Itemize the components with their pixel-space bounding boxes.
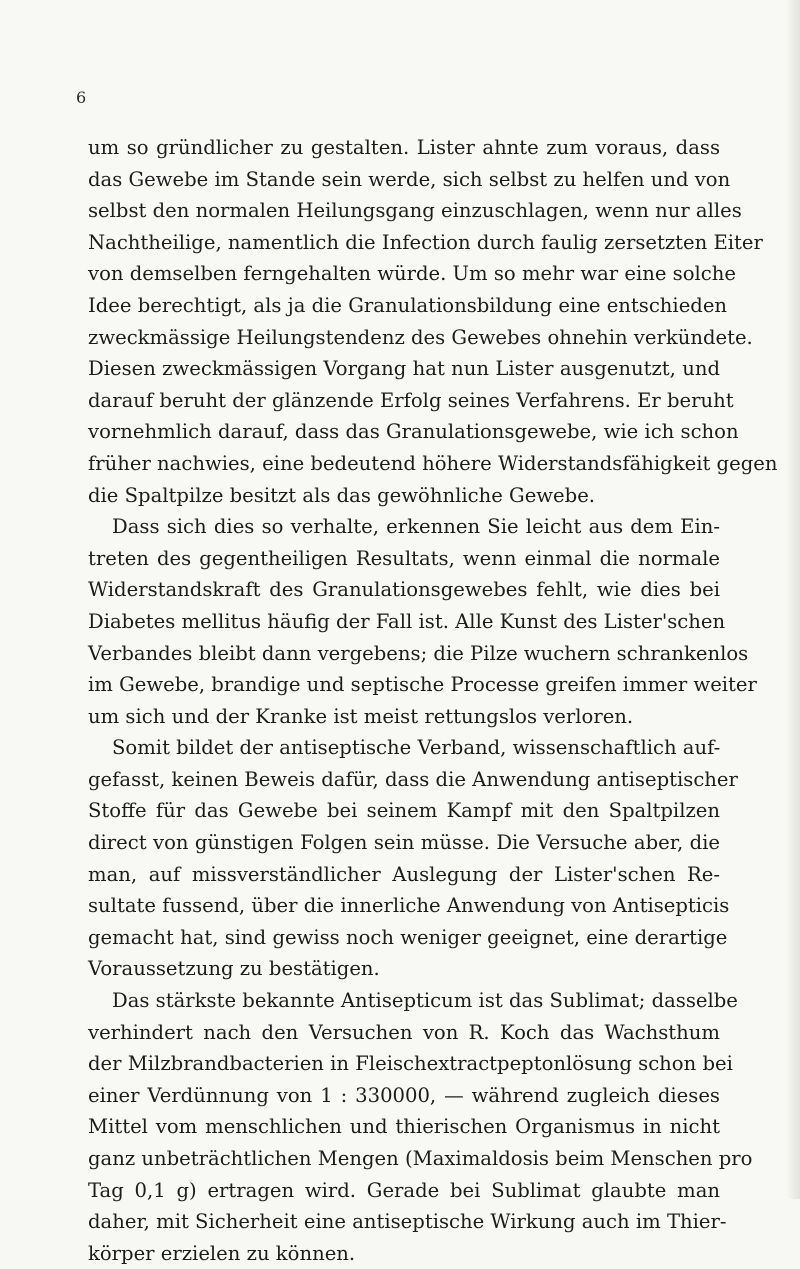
- page-edge-shadow: [786, 0, 800, 1199]
- text-line: gemacht hat, sind gewiss noch weniger geeignet, eine derartige: [88, 925, 728, 949]
- text-line: zweckmässige Heilungstendenz des Gewebes ohnehin verkündete.: [88, 325, 753, 349]
- text-line: von demselben ferngehalten würde. Um so mehr war eine solche: [88, 262, 736, 286]
- text-line: Stoffe für das Gewebe bei seinem Kampf mit den Spaltpilzen: [88, 799, 720, 823]
- paragraph-3: [88, 732, 738, 985]
- paragraph-4: [88, 985, 753, 1269]
- text-line: Diabetes mellitus häufig der Fall ist. Alle Kunst des Lister'schen: [88, 609, 726, 633]
- text-line: man, auf missverständlicher Auslegung der Lister'schen Re-: [88, 862, 720, 886]
- text-line: darauf beruht der glänzende Erfolg seines Verfahrens. Er beruht: [88, 388, 734, 412]
- text-line: Tag 0,1 g) ertragen wird. Gerade bei Sublimat glaubte man: [88, 1178, 720, 1202]
- text-line: der Milzbrandbacterien in Fleischextractpeptonlösung schon bei: [88, 1052, 733, 1076]
- text-line: im Gewebe, brandige und septische Processe greifen immer weiter: [88, 673, 757, 697]
- text-line: selbst den normalen Heilungsgang einzuschlagen, wenn nur alles: [88, 199, 742, 223]
- text-line: Mittel vom menschlichen und thierischen Organismus in nicht: [88, 1115, 720, 1139]
- text-line: Somit bildet der antiseptische Verband, wissenschaftlich auf-: [112, 736, 721, 760]
- text-line: um sich und der Kranke ist meist rettungslos verloren.: [88, 704, 634, 728]
- paragraph-2: [88, 511, 757, 732]
- text-line: Nachtheilige, namentlich die Infection durch faulig zersetzten Eiter: [88, 230, 763, 254]
- text-line: um so gründlicher zu gestalten. Lister ahnte zum voraus, dass: [88, 136, 720, 159]
- text-line: körper erzielen zu können.: [88, 1241, 356, 1265]
- text-line: verhindert nach den Versuchen von R. Koch das Wachsthum: [88, 1020, 720, 1044]
- text-line: früher nachwies, eine bedeutend höhere Widerstandsfähigkeit gegen: [88, 451, 778, 475]
- text-line: daher, mit Sicherheit eine antiseptische Wirkung auch im Thier-: [88, 1210, 727, 1234]
- text-line: ganz unbeträchtlichen Mengen (Maximaldosis beim Menschen pro: [88, 1147, 753, 1170]
- text-line: die Spaltpilze besitzt als das gewöhnliche Gewebe.: [88, 483, 596, 507]
- text-line: Voraussetzung zu bestätigen.: [88, 957, 380, 981]
- text-line: vornehmlich darauf, dass das Granulationsgewebe, wie ich schon: [88, 420, 739, 444]
- text-line: treten des gegentheiligen Resultats, wenn einmal die normale: [88, 546, 720, 570]
- text-line: Verbandes bleibt dann vergebens; die Pilze wuchern schrankenlos: [88, 641, 749, 665]
- text-line: Diesen zweckmässigen Vorgang hat nun Lister ausgenutzt, und: [88, 357, 720, 381]
- text-line: Dass sich dies so verhalte, erkennen Sie leicht aus dem Ein-: [112, 515, 720, 539]
- body-text: [88, 132, 778, 1269]
- text-line: das Gewebe im Stande sein werde, sich selbst zu helfen und von: [88, 167, 731, 191]
- text-line: gefasst, keinen Beweis dafür, dass die Anwendung antiseptischer: [88, 767, 738, 791]
- text-line: direct von günstigen Folgen sein müsse. Die Versuche aber, die: [88, 831, 720, 855]
- text-line: Widerstandskraft des Granulationsgewebes fehlt, wie dies bei: [88, 578, 720, 602]
- text-line: Das stärkste bekannte Antisepticum ist das Sublimat; dasselbe: [112, 989, 738, 1013]
- paragraph-1: [88, 132, 778, 511]
- page-number: 6: [76, 88, 87, 107]
- text-line: Idee berechtigt, als ja die Granulationsbildung eine entschieden: [88, 293, 728, 317]
- text-line: sultate fussend, über die innerliche Anwendung von Antisepticis: [88, 894, 730, 918]
- text-line: einer Verdünnung von 1 : 330000, — während zugleich dieses: [88, 1083, 720, 1107]
